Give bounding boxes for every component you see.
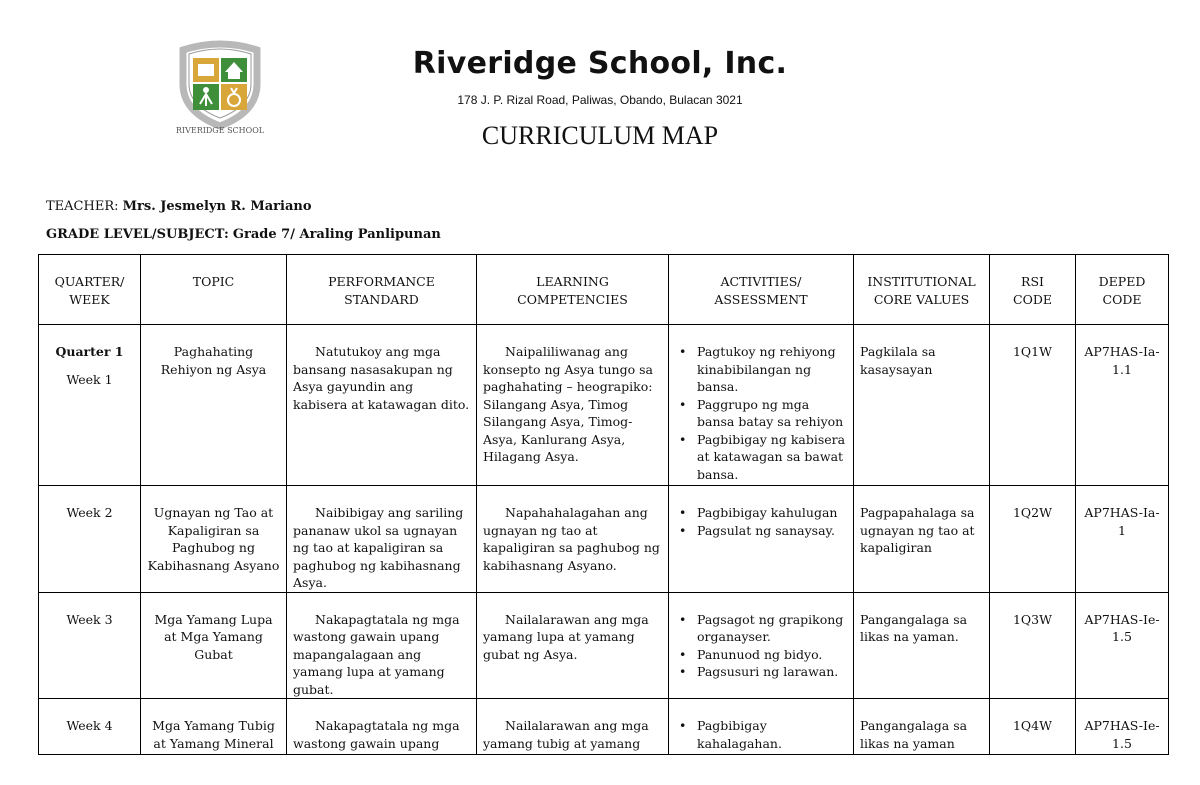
school-address: 178 J. P. Rizal Road, Paliwas, Obando, Bulacan 3021 — [457, 93, 743, 107]
activity-item: • Pagsagot ng grapikong organayser. — [697, 611, 847, 646]
learning-cell: Nailalarawan ang mga yamang lupa at yamang gubat ng Asya. — [477, 592, 669, 699]
topic-cell: Paghahating Rehiyon ng Asya — [141, 325, 287, 486]
topic-cell: Mga Yamang Tubig at Yamang Mineral — [141, 699, 287, 755]
header-deped-code: DEPED CODE — [1076, 255, 1169, 325]
rsi-code-cell: 1Q2W — [990, 486, 1076, 593]
curriculum-table — [38, 254, 1169, 755]
topic-cell: Ugnayan ng Tao at Kapaligiran sa Paghubog ng Kabihasnang Asyano — [141, 486, 287, 593]
activity-item: • Pagsulat ng sanaysay. — [697, 522, 847, 540]
activity-item: • Pagsusuri ng larawan. — [697, 663, 847, 681]
grade-subject-line — [46, 227, 441, 242]
learning-cell: Nailalarawan ang mga yamang tubig at yamang — [477, 699, 669, 755]
activity-item: • Pagbibigay kahulugan — [697, 504, 847, 522]
rsi-code-cell: 1Q1W — [990, 325, 1076, 486]
activity-item: • Paggrupo ng mga bansa batay sa rehiyon — [697, 396, 847, 431]
table-row — [39, 592, 1169, 699]
quarter-week-cell — [39, 325, 141, 486]
learning-cell: Napahahalagahan ang ugnayan ng tao at kapaligiran sa paghubog ng kabihasnang Asyano. — [477, 486, 669, 593]
activities-cell — [669, 592, 854, 699]
performance-cell: Nakapagtatala ng mga wastong gawain upang — [287, 699, 477, 755]
week-label: Week 2 — [39, 486, 141, 593]
performance-cell: Natutukoy ang mga bansang nasasakupan ng Asya gayundin ang kabisera at katawagan dito. — [287, 325, 477, 486]
activity-item: • Pagbibigay ng kabisera at katawagan sa bawat bansa. — [697, 431, 847, 484]
rsi-code-cell: 1Q4W — [990, 699, 1076, 755]
learning-cell: Naipaliliwanag ang konsepto ng Asya tungo sa paghahating – heograpiko: Silangang Asya, Timog Silangang Asya, Timog-Asya, Kanlurang Asya, Hilagang Asya. — [477, 325, 669, 486]
core-values-cell: Pangangalaga sa likas na yaman — [854, 699, 990, 755]
activities-cell — [669, 486, 854, 593]
school-name: Riveridge School, Inc. — [412, 46, 788, 81]
week-label: Week 3 — [39, 592, 141, 699]
deped-code-cell: AP7HAS-Ie-1.5 — [1076, 592, 1169, 699]
header-core-values: INSTITUTIONAL CORE VALUES — [854, 255, 990, 325]
header-rsi-code: RSI CODE — [990, 255, 1076, 325]
header-learning-competencies: LEARNING COMPETENCIES — [477, 255, 669, 325]
quarter-label: Quarter 1 — [55, 344, 124, 359]
document-title: CURRICULUM MAP — [481, 121, 719, 150]
teacher-line — [46, 199, 312, 214]
svg-text:RIVERIDGE SCHOOL: RIVERIDGE SCHOOL — [175, 126, 265, 135]
activities-cell — [669, 325, 854, 486]
deped-code-cell: AP7HAS-Ia-1.1 — [1076, 325, 1169, 486]
table-row — [39, 699, 1169, 755]
table-row — [39, 486, 1169, 593]
grade-value: Grade 7/ Araling Panlipunan — [232, 227, 441, 242]
header-activities-assessment: ACTIVITIES/ ASSESSMENT — [669, 255, 854, 325]
core-values-cell: Pagpapahalaga sa ugnayan ng tao at kapaligiran — [854, 486, 990, 593]
activity-item: • Pagtukoy ng rehiyong kinabibilangan ng bansa. — [697, 343, 847, 396]
table-header-row — [39, 255, 1169, 325]
core-values-cell: Pangangalaga sa likas na yaman. — [854, 592, 990, 699]
activity-item: • Pagbibigay kahalagahan. — [697, 717, 847, 752]
performance-cell: Naibibigay ang sariling pananaw ukol sa ugnayan ng tao at kapaligiran sa paghubog ng kabihasnang Asya. — [287, 486, 477, 593]
core-values-cell: Pagkilala sa kasaysayan — [854, 325, 990, 486]
week-label: Week 1 — [66, 371, 113, 387]
deped-code-cell: AP7HAS-Ia-1 — [1076, 486, 1169, 593]
teacher-label: TEACHER: — [46, 199, 119, 214]
header-quarter-week: QUARTER/ WEEK — [39, 255, 141, 325]
deped-code-cell: AP7HAS-Ie-1.5 — [1076, 699, 1169, 755]
teacher-value: Mrs. Jesmelyn R. Mariano — [122, 199, 312, 214]
activities-cell — [669, 699, 854, 755]
table-row — [39, 325, 1169, 486]
week-label: Week 4 — [39, 699, 141, 755]
rsi-code-cell: 1Q3W — [990, 592, 1076, 699]
header-topic: TOPIC — [141, 255, 287, 325]
activity-item: • Panunuod ng bidyo. — [697, 646, 847, 664]
topic-cell: Mga Yamang Lupa at Mga Yamang Gubat — [141, 592, 287, 699]
performance-cell: Nakapagtatala ng mga wastong gawain upang mapangalagaan ang yamang lupa at yamang gubat. — [287, 592, 477, 699]
header-performance-standard: PERFORMANCE STANDARD — [287, 255, 477, 325]
grade-label: GRADE LEVEL/SUBJECT: — [46, 227, 229, 242]
